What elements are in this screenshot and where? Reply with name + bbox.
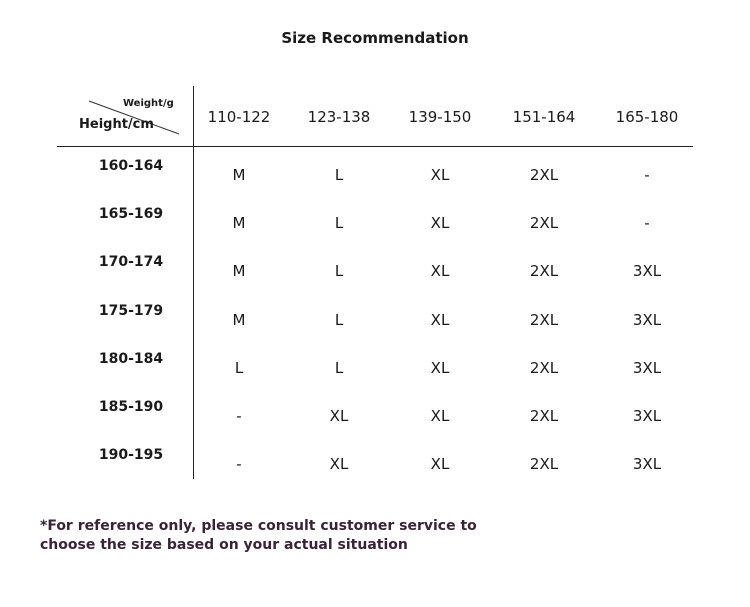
size-cell: XL (430, 407, 450, 425)
row-header-height: 175-179 (98, 302, 164, 319)
note-line-2: choose the size based on your actual situation (40, 537, 408, 553)
size-cell: XL (329, 455, 349, 474)
size-cell: XL (430, 358, 450, 377)
size-cell: 2XL (529, 262, 559, 281)
size-cell: 2XL (529, 214, 559, 233)
size-cell: L (234, 358, 244, 377)
size-cell: XL (430, 262, 450, 281)
size-cell: L (334, 166, 344, 184)
size-table (57, 86, 693, 479)
size-cell: 3XL (632, 262, 662, 281)
row-header-height: 190-195 (98, 447, 164, 464)
size-cell: 2XL (529, 455, 559, 474)
reference-note (40, 517, 477, 555)
horizontal-divider (57, 146, 693, 147)
row-header-height: 185-190 (98, 399, 164, 415)
column-header: 110-122 (207, 108, 271, 126)
size-cell: XL (430, 455, 450, 474)
size-cell: 2XL (529, 407, 559, 425)
size-cell: XL (430, 166, 450, 184)
row-header-height: 160-164 (98, 158, 164, 174)
row-header-height: 180-184 (98, 350, 164, 367)
height-axis-label: Height/cm (79, 117, 154, 132)
table-corner-header (57, 86, 193, 146)
size-cell: L (334, 310, 344, 329)
size-cell: L (334, 262, 344, 281)
size-cell: 3XL (632, 358, 662, 377)
size-cell: 3XL (632, 310, 662, 329)
size-cell: XL (329, 407, 349, 425)
size-cell: XL (430, 310, 450, 329)
size-cell: M (232, 166, 246, 184)
weight-axis-label: Weight/g (123, 98, 174, 109)
size-cell: - (236, 455, 242, 474)
size-cell: M (232, 214, 246, 233)
size-cell: M (232, 262, 246, 281)
size-cell: - (644, 166, 650, 184)
size-cell: 2XL (529, 358, 559, 377)
size-cell: XL (430, 214, 450, 233)
size-cell: - (644, 214, 650, 233)
size-cell: 3XL (632, 407, 662, 425)
column-header: 123-138 (307, 108, 371, 126)
size-cell: 2XL (529, 166, 559, 184)
size-cell: 3XL (632, 455, 662, 474)
page-title: Size Recommendation (281, 29, 469, 47)
size-cell: L (334, 358, 344, 377)
size-cell: L (334, 214, 344, 233)
size-cell: - (236, 407, 242, 425)
column-header: 165-180 (615, 108, 679, 126)
row-header-height: 170-174 (98, 254, 164, 271)
column-header: 151-164 (512, 108, 576, 126)
column-header: 139-150 (408, 108, 472, 126)
corner-diagonal-line (57, 86, 193, 146)
size-cell: 2XL (529, 310, 559, 329)
size-cell: M (232, 310, 246, 329)
row-header-height: 165-169 (98, 206, 164, 223)
note-line-1: *For reference only, please consult customer service to (40, 518, 477, 534)
